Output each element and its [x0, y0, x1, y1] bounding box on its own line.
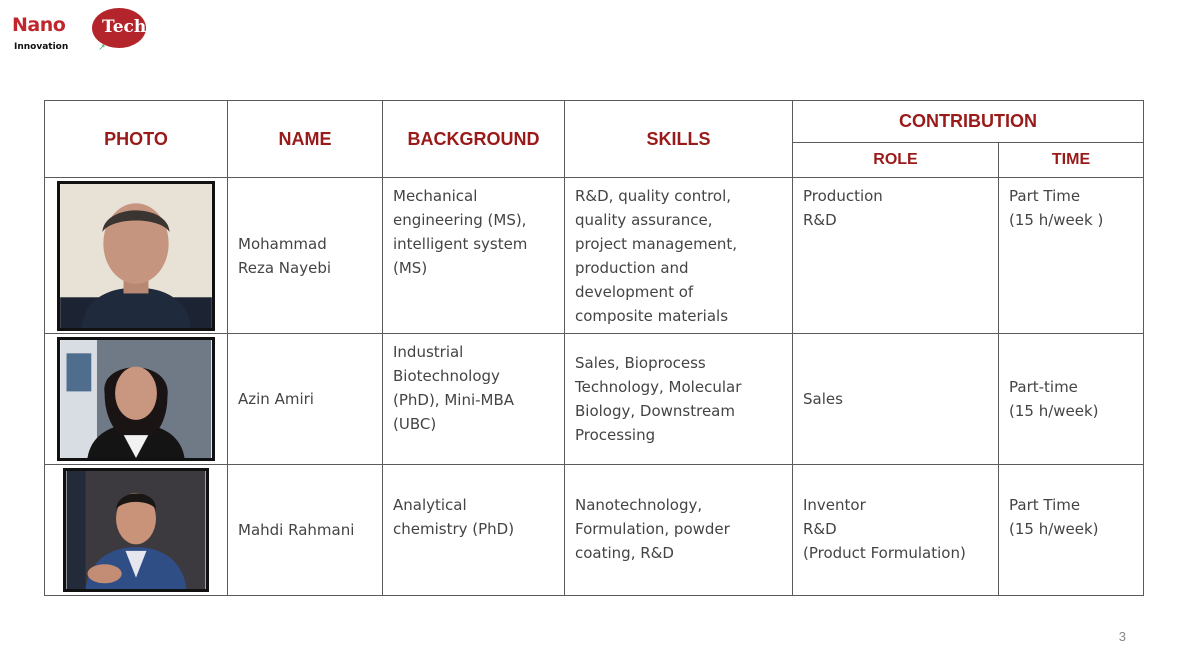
skills-line: coating, R&D — [575, 544, 674, 562]
time-line: (15 h/week) — [1009, 520, 1099, 538]
background-line: (PhD), Mini-MBA — [393, 391, 515, 409]
skills-line: Technology, Molecular — [575, 378, 742, 396]
time-line: Part Time — [1009, 187, 1081, 205]
time-line: Part Time — [1009, 496, 1081, 514]
photo-mahdi — [63, 468, 209, 592]
skills-cell — [565, 334, 793, 465]
background-cell — [383, 178, 565, 334]
background-line: (MS) — [393, 259, 428, 277]
background-line: engineering (MS), — [393, 211, 527, 229]
background-cell — [383, 334, 565, 465]
role-cell — [793, 465, 999, 596]
skills-line: project management, — [575, 235, 738, 253]
role-line: Production — [803, 187, 883, 205]
role-line: R&D — [803, 211, 837, 229]
name-line: Mahdi Rahmani — [238, 521, 355, 539]
time-line: Part-time — [1009, 378, 1078, 396]
skills-line: Nanotechnology, — [575, 496, 703, 514]
time-cell — [999, 178, 1144, 334]
background-line: (UBC) — [393, 415, 437, 433]
header-time: TIME — [999, 142, 1144, 177]
logo-mark-icon: ↗ — [98, 42, 106, 52]
photo-mohammad — [57, 181, 215, 331]
table-row — [45, 178, 1144, 334]
background-line: intelligent system — [393, 235, 528, 253]
photo-cell — [45, 334, 228, 465]
skills-line: quality assurance, — [575, 211, 713, 229]
page-number: 3 — [1118, 629, 1126, 644]
role-line: Sales — [803, 390, 843, 408]
name-line: Azin Amiri — [238, 390, 314, 408]
skills-cell — [565, 178, 793, 334]
header-role: ROLE — [793, 142, 999, 177]
role-cell — [793, 334, 999, 465]
background-cell — [383, 465, 565, 596]
header-contribution: CONTRIBUTION — [793, 101, 1144, 143]
role-line: (Product Formulation) — [803, 544, 966, 562]
logo-badge-text: Tech — [102, 17, 147, 37]
time-cell — [999, 334, 1144, 465]
skills-line: R&D, quality control, — [575, 187, 732, 205]
photo-cell — [45, 465, 228, 596]
photo-azin — [57, 337, 215, 461]
photo-cell — [45, 178, 228, 334]
table-row — [45, 334, 1144, 465]
logo-subtitle: Innovation — [14, 42, 69, 52]
time-line: (15 h/week) — [1009, 402, 1099, 420]
header-skills: SKILLS — [565, 101, 793, 178]
background-line: Biotechnology — [393, 367, 500, 385]
skills-line: Processing — [575, 426, 656, 444]
header-name: NAME — [228, 101, 383, 178]
company-logo — [12, 8, 147, 58]
header-background: BACKGROUND — [383, 101, 565, 178]
skills-cell — [565, 465, 793, 596]
name-cell — [228, 334, 383, 465]
name-cell — [228, 178, 383, 334]
skills-line: Sales, Bioprocess — [575, 354, 706, 372]
name-cell — [228, 465, 383, 596]
team-table — [44, 100, 1144, 596]
role-line: R&D — [803, 520, 837, 538]
background-line: Mechanical — [393, 187, 478, 205]
background-line: Analytical — [393, 496, 467, 514]
name-line: Mohammad — [238, 234, 327, 253]
time-cell — [999, 465, 1144, 596]
skills-line: composite materials — [575, 307, 729, 325]
role-cell — [793, 178, 999, 334]
skills-line: Formulation, powder — [575, 520, 730, 538]
header-photo: PHOTO — [45, 101, 228, 178]
skills-line: Biology, Downstream — [575, 402, 735, 420]
table-row — [45, 465, 1144, 596]
time-line: (15 h/week ) — [1009, 211, 1104, 229]
background-line: Industrial — [393, 343, 464, 361]
role-line: Inventor — [803, 496, 866, 514]
name-line: Reza Nayebi — [238, 258, 332, 277]
skills-line: production and — [575, 259, 689, 277]
background-line: chemistry (PhD) — [393, 520, 515, 538]
logo-word: Nano — [12, 14, 66, 36]
skills-line: development of — [575, 283, 694, 301]
